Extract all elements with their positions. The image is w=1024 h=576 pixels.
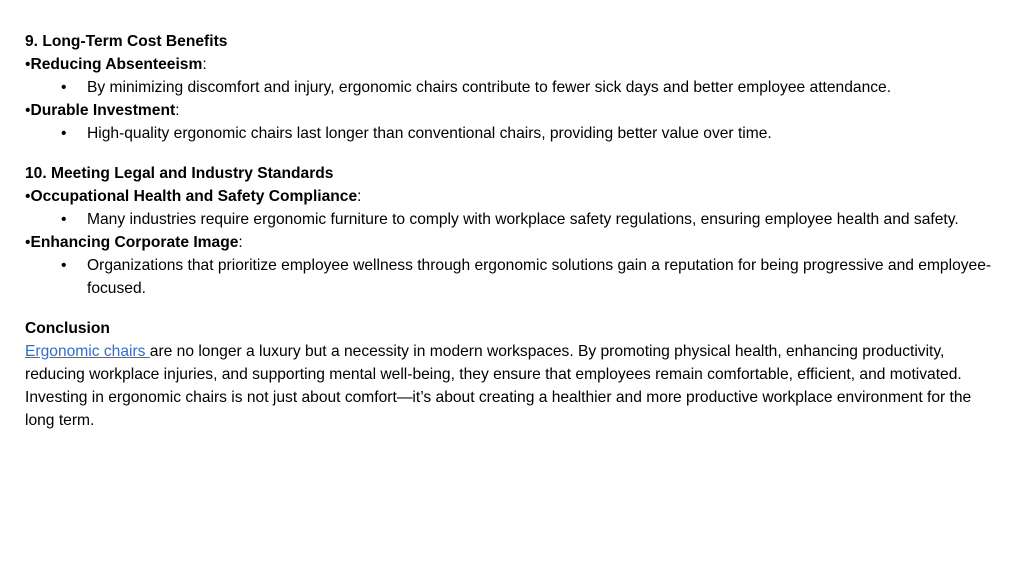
point-detail-text: By minimizing discomfort and injury, ergonomic chairs contribute to fewer sick days and better employee attendance. (87, 79, 892, 96)
conclusion-paragraph (25, 340, 1005, 432)
point-colon: : (357, 188, 362, 205)
point-detail-text: Organizations that prioritize employee wellness through ergonomic solutions gain a reputation for being progressive and employee-focused. (87, 257, 992, 297)
point-durable-investment (25, 99, 1005, 122)
point-detail (25, 254, 1005, 300)
point-label: Reducing Absenteeism (30, 56, 203, 73)
sub-bullet-icon: • (61, 211, 67, 228)
section-legal-standards (25, 162, 1005, 300)
point-detail (25, 208, 1005, 231)
point-detail (25, 76, 1005, 99)
point-detail-text: Many industries require ergonomic furniture to comply with workplace safety regulations, ensuring employee health and safety. (87, 211, 959, 228)
bullet-icon: • (25, 56, 31, 73)
conclusion-body: are no longer a luxury but a necessity in modern workspaces. By promoting physical health, enhancing productivity, reducing workplace injuries, and supporting mental well-being, they ensure that employees remain comfortable, efficient, and motivated. Investing in ergonomic chairs is not just about comfort—it’s about creating a healthier and more productive workplace environment for the long term. (25, 343, 972, 429)
ergonomic-chairs-link[interactable]: Ergonomic chairs (25, 343, 150, 360)
slide-content (25, 30, 1005, 449)
point-label: Enhancing Corporate Image (30, 234, 239, 251)
sub-bullet-icon: • (61, 125, 67, 142)
point-ohs-compliance (25, 185, 1005, 208)
section-heading: 9. Long-Term Cost Benefits (25, 33, 228, 50)
point-corporate-image (25, 231, 1005, 254)
point-label: Durable Investment (30, 102, 176, 119)
bullet-icon: • (25, 188, 31, 205)
point-reducing-absenteeism (25, 53, 1005, 76)
section-long-term-cost-benefits (25, 30, 1005, 145)
section-conclusion (25, 317, 1005, 432)
sub-bullet-icon: • (61, 257, 67, 274)
sub-bullet-icon: • (61, 79, 67, 96)
point-colon: : (202, 56, 207, 73)
point-colon: : (175, 102, 180, 119)
bullet-icon: • (25, 234, 31, 251)
point-detail (25, 122, 1005, 145)
section-heading: 10. Meeting Legal and Industry Standards (25, 165, 334, 182)
conclusion-heading: Conclusion (25, 320, 110, 337)
point-detail-text: High-quality ergonomic chairs last longer than conventional chairs, providing better value over time. (87, 125, 772, 142)
point-colon: : (238, 234, 243, 251)
point-label: Occupational Health and Safety Compliance (30, 188, 358, 205)
bullet-icon: • (25, 102, 31, 119)
